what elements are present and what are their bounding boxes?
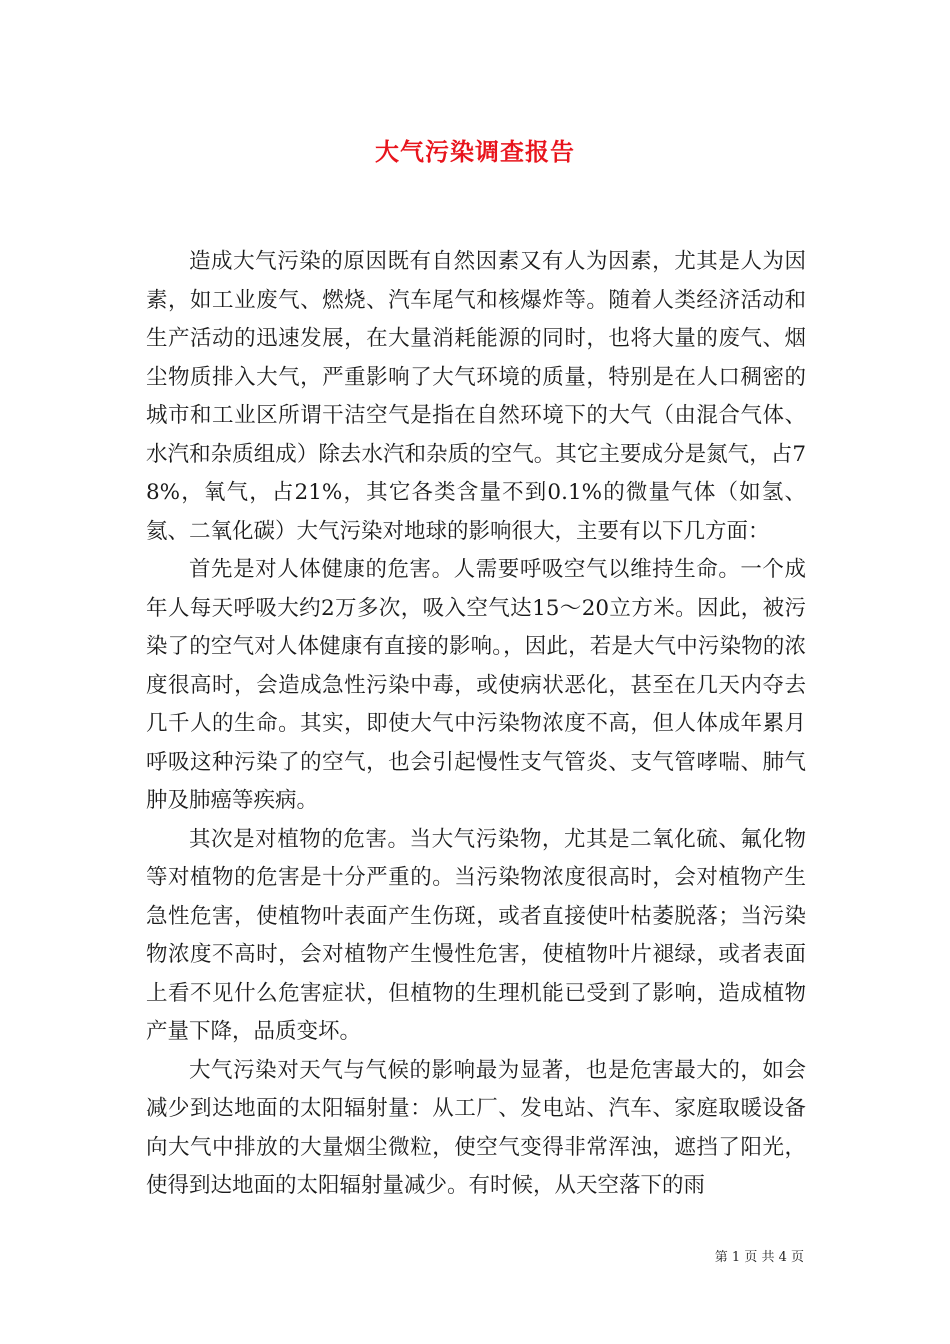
- paragraph-2: 首先是对人体健康的危害。人需要呼吸空气以维持生命。一个成年人每天呼吸大约2万多次，吸入空气达15～20立方米。因此，被污染了的空气对人体健康有直接的影响。，因此，若是大气中污染物的浓度很高时，会造成急性污染中毒，或使病状恶化，甚至在几天内夺去几千人的生命。其实，即使大气中污染物浓度不高，但人体成年累月呼吸这种污染了的空气，也会引起慢性支气管炎、支气管哮喘、肺气肿及肺癌等疾病。: [146, 557, 806, 813]
- document-body: [146, 243, 806, 1206]
- paragraph-4: 大气污染对天气与气候的影响最为显著，也是危害最大的，如会减少到达地面的太阳辐射量：从工厂、发电站、汽车、家庭取暖设备向大气中排放的大量烟尘微粒，使空气变得非常浑浊，遮挡了阳光，使得到达地面的太阳辐射量减少。有时候，从天空落下的雨: [146, 1057, 806, 1198]
- page-number-footer: 第 1 页 共 4 页: [714, 1250, 804, 1265]
- document-title: 大气污染调查报告: [375, 137, 575, 166]
- paragraph-3: 其次是对植物的危害。当大气污染物，尤其是二氧化硫、氟化物等对植物的危害是十分严重的。当污染物浓度很高时，会对植物产生急性危害，使植物叶表面产生伤斑，或者直接使叶枯萎脱落；当污染物浓度不高时，会对植物产生慢性危害，使植物叶片褪绿，或者表面上看不见什么危害症状，但植物的生理机能已受到了影响，造成植物产量下降，品质变坏。: [146, 826, 806, 1044]
- paragraph-1: 造成大气污染的原因既有自然因素又有人为因素，尤其是人为因素，如工业废气、燃烧、汽车尾气和核爆炸等。随着人类经济活动和生产活动的迅速发展，在大量消耗能源的同时，也将大量的废气、烟尘物质排入大气，严重影响了大气环境的质量，特别是在人口稠密的城市和工业区所谓干洁空气是指在自然环境下的大气（由混合气体、水汽和杂质组成）除去水汽和杂质的空气。其它主要成分是氮气，占78%，氧气，占21%，其它各类含量不到0.1%的微量气体（如氢、氦、二氧化碳）大气污染对地球的影响很大，主要有以下几方面：: [146, 249, 806, 544]
